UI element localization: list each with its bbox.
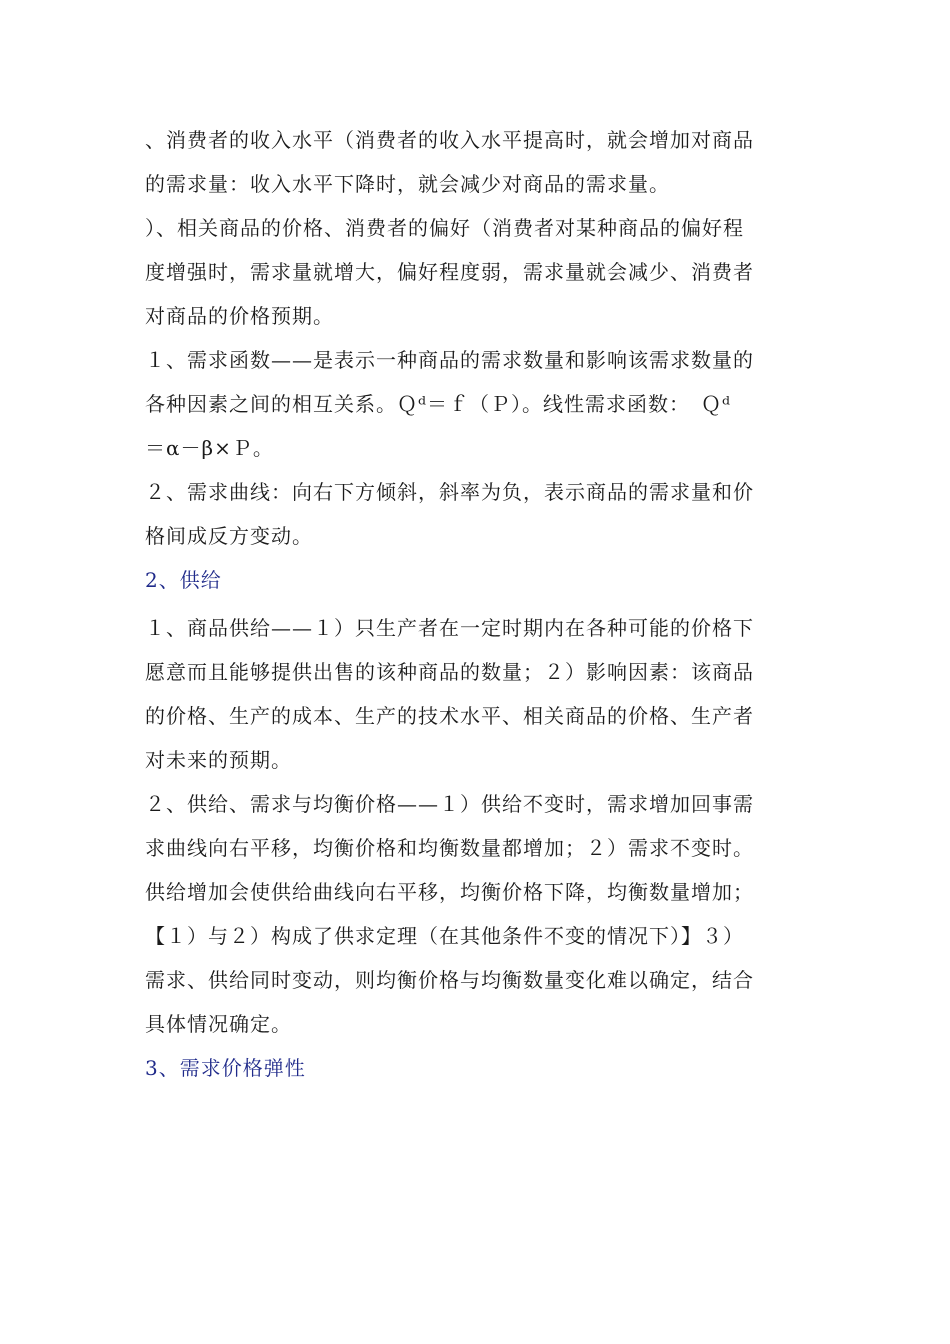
text-line: 需求、供给同时变动，则均衡价格与均衡数量变化难以确定，结合: [145, 968, 754, 992]
text-line: ）、相关商品的价格、消费者的偏好（消费者对某种商品的偏好程: [145, 216, 744, 240]
text-line: １、需求函数——是表示一种商品的需求数量和影响该需求数量的: [145, 348, 754, 372]
text-line: ＝α－β×Ｐ。: [145, 436, 274, 460]
text-line: 具体情况确定。: [145, 1012, 292, 1036]
text-line: 【１）与２）构成了供求定理（在其他条件不变的情况下）】３）: [145, 924, 744, 948]
text-line: 、消费者的收入水平（消费者的收入水平提高时，就会增加对商品: [145, 128, 754, 152]
text-line: 度增强时，需求量就增大，偏好程度弱，需求量就会减少、消费者: [145, 260, 754, 284]
paragraph-equilibrium: [145, 782, 805, 1046]
heading-text: 3、需求价格弹性: [145, 1056, 306, 1080]
text-line: 对商品的价格预期。: [145, 304, 334, 328]
text-line: 的价格、生产的成本、生产的技术水平、相关商品的价格、生产者: [145, 704, 754, 728]
paragraph-income: [145, 118, 805, 206]
section-heading-supply: [145, 558, 805, 602]
paragraph-demand-function: [145, 338, 805, 470]
text-line: 求曲线向右平移，均衡价格和均衡数量都增加；２）需求不变时。: [145, 836, 754, 860]
text-line: 愿意而且能够提供出售的该种商品的数量；２）影响因素：该商品: [145, 660, 754, 684]
text-line: ２、供给、需求与均衡价格——１）供给不变时，需求增加回事需: [145, 792, 754, 816]
text-line: 对未来的预期。: [145, 748, 292, 772]
text-line: ２、需求曲线：向右下方倾斜，斜率为负，表示商品的需求量和价: [145, 480, 754, 504]
section-heading-elasticity: [145, 1046, 805, 1090]
text-line: 供给增加会使供给曲线向右平移，均衡价格下降，均衡数量增加；: [145, 880, 754, 904]
text-line: 的需求量：收入水平下降时，就会减少对商品的需求量。: [145, 172, 670, 196]
text-line: １、商品供给——１）只生产者在一定时期内在各种可能的价格下: [145, 616, 754, 640]
paragraph-related-goods: [145, 206, 805, 338]
heading-text: 2、供给: [145, 568, 222, 592]
paragraph-supply: [145, 606, 805, 782]
paragraph-demand-curve: [145, 470, 805, 558]
text-line: 各种因素之间的相互关系。Ｑᵈ＝ｆ（Ｐ）。线性需求函数： Ｑᵈ: [145, 392, 731, 416]
text-line: 格间成反方变动。: [145, 524, 313, 548]
